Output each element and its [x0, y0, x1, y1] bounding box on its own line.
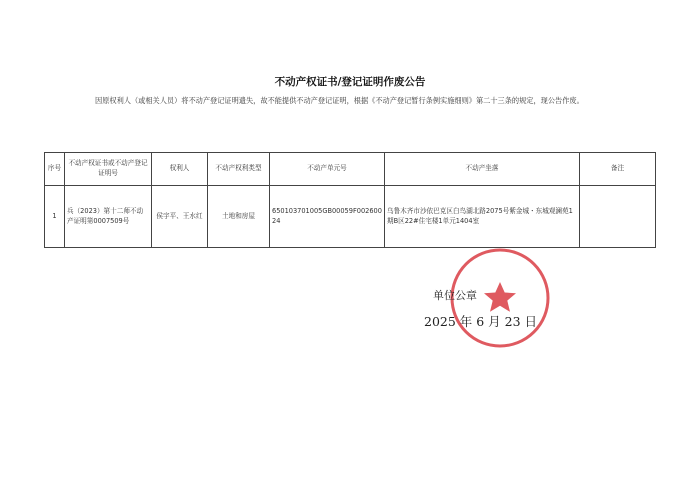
header-no: 序号 — [45, 153, 65, 186]
header-cert-no: 不动产权证书或不动产登记证明号 — [65, 153, 152, 186]
header-location: 不动产坐落 — [385, 153, 580, 186]
notice-table — [44, 152, 656, 248]
notice-date: 2025 年 6 月 23 日 — [424, 314, 538, 329]
table-header-row — [45, 153, 656, 186]
notice-title: 不动产权证书/登记证明作废公告 — [274, 76, 426, 88]
table-row — [45, 186, 656, 248]
header-owner: 权利人 — [152, 153, 208, 186]
cell-location: 乌鲁木齐市沙依巴克区白鸟湖北路2075号紫金城・东城观澜苑1期B区22#住宅楼1单元1404室 — [385, 186, 580, 248]
cell-remark — [580, 186, 656, 248]
cell-cert-no: 兵（2023）第十二师不动产证明第0007509号 — [65, 186, 152, 248]
seal-label: 单位公章 — [433, 289, 477, 302]
header-remark: 备注 — [580, 153, 656, 186]
cell-owner: 侯宇平、王水红 — [152, 186, 208, 248]
cell-right-type: 土地和房屋 — [208, 186, 270, 248]
cell-unit-no: 650103701005GB00059F00260024 — [270, 186, 385, 248]
notice-intro: 因原权利人（或相关人员）将不动产登记证明遗失，故不能提供不动产登记证明，根据《不动产登记暂行条例实施细则》第二十三条的规定，现公告作废。 — [95, 96, 584, 105]
header-unit-no: 不动产单元号 — [270, 153, 385, 186]
seal-star — [484, 282, 516, 312]
cell-no: 1 — [45, 186, 65, 248]
header-right-type: 不动产权利类型 — [208, 153, 270, 186]
